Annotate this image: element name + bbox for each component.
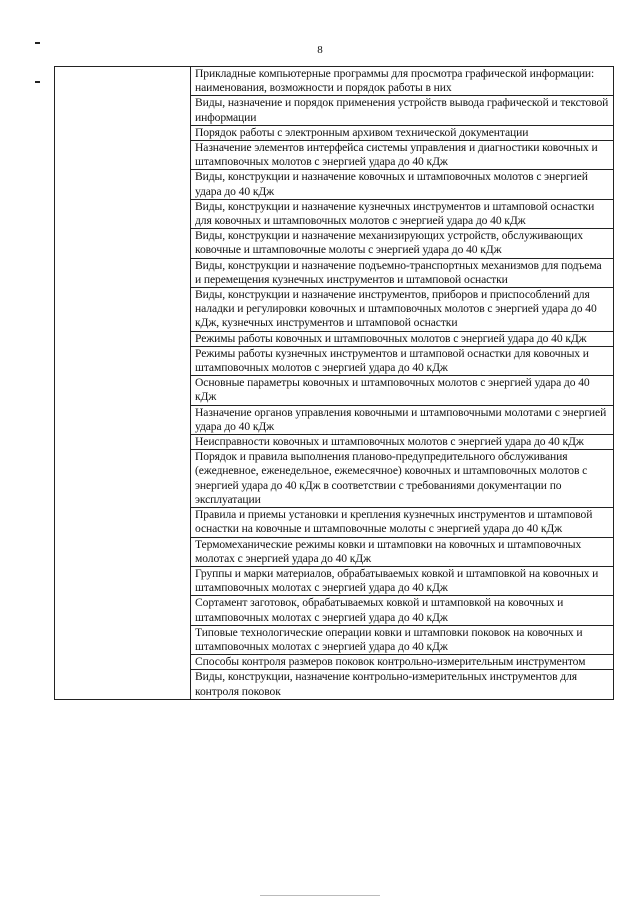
scan-mark <box>35 81 40 83</box>
table-cell: Режимы работы ковочных и штамповочных молотов с энергией удара до 40 кДж <box>191 331 614 346</box>
table-cell: Виды, конструкции и назначение кузнечных инструментов и штамповой оснастки для ковочных и штамповочных молотов с энергией удара до 40 кДж <box>191 199 614 228</box>
table-cell: Термомеханические режимы ковки и штамповки на ковочных и штамповочных молотах с энергией удара до 40 кДж <box>191 537 614 566</box>
table-cell: Назначение элементов интерфейса системы управления и диагностики ковочных и штамповочных молотов с энергией удара до 40 кДж <box>191 141 614 170</box>
scan-artifact <box>260 895 380 896</box>
knowledge-table <box>54 66 614 700</box>
table-cell: Назначение органов управления ковочными и штамповочными молотами с энергией удара до 40 кДж <box>191 405 614 434</box>
table-cell: Виды, конструкции и назначение ковочных и штамповочных молотов с энергией удара до 40 кДж <box>191 170 614 199</box>
table-cell: Режимы работы кузнечных инструментов и штамповой оснастки для ковочных и штамповочных молотов с энергией удара до 40 кДж <box>191 346 614 375</box>
table-cell: Прикладные компьютерные программы для просмотра графической информации: наименования, возможности и порядок работы в них <box>191 67 614 96</box>
table-cell: Правила и приемы установки и крепления кузнечных инструментов и штамповой оснастки на ковочные и штамповочные молоты с энергией удара до 40 кДж <box>191 508 614 537</box>
table-cell: Способы контроля размеров поковок контрольно-измерительным инструментом <box>191 655 614 670</box>
scan-mark <box>35 42 40 44</box>
table-cell: Виды, назначение и порядок применения устройств вывода графической и текстовой информации <box>191 96 614 125</box>
table-cell: Неисправности ковочных и штамповочных молотов с энергией удара до 40 кДж <box>191 435 614 450</box>
table-label-cell <box>55 67 191 700</box>
table-cell: Виды, конструкции и назначение механизирующих устройств, обслуживающих ковочные и штамповочные молоты с энергией удара до 40 кДж <box>191 229 614 258</box>
table-cell: Группы и марки материалов, обрабатываемых ковкой и штамповкой на ковочных и штамповочных молотах с энергией удара до 40 кДж <box>191 566 614 595</box>
table-cell: Типовые технологические операции ковки и штамповки поковок на ковочных и штамповочных молотах с энергией удара до 40 кДж <box>191 625 614 654</box>
table-cell: Виды, конструкции, назначение контрольно-измерительных инструментов для контроля поковок <box>191 670 614 699</box>
table-cell: Виды, конструкции и назначение подъемно-транспортных механизмов для подъема и перемещения кузнечных инструментов и штамповой оснастки <box>191 258 614 287</box>
table-cell: Порядок работы с электронным архивом технической документации <box>191 125 614 140</box>
table-cell: Основные параметры ковочных и штамповочных молотов с энергией удара до 40 кДж <box>191 376 614 405</box>
table-row <box>55 67 614 96</box>
table-cell: Порядок и правила выполнения планово-предупредительного обслуживания (ежедневное, еженедельное, ежемесячное) ковочных и штамповочных молотов с энергией удара до 40 кДж в соответствии с требованиями документации по эксплуатации <box>191 450 614 508</box>
table-cell: Виды, конструкции и назначение инструментов, приборов и приспособлений для наладки и регулировки ковочных и штамповочных молотов с энергией удара до 40 кДж, кузнечных инструментов и штамповой оснастки <box>191 288 614 332</box>
table-cell: Сортамент заготовок, обрабатываемых ковкой и штамповкой на ковочных и штамповочных молотах с энергией удара до 40 кДж <box>191 596 614 625</box>
page-number: 8 <box>317 44 323 56</box>
